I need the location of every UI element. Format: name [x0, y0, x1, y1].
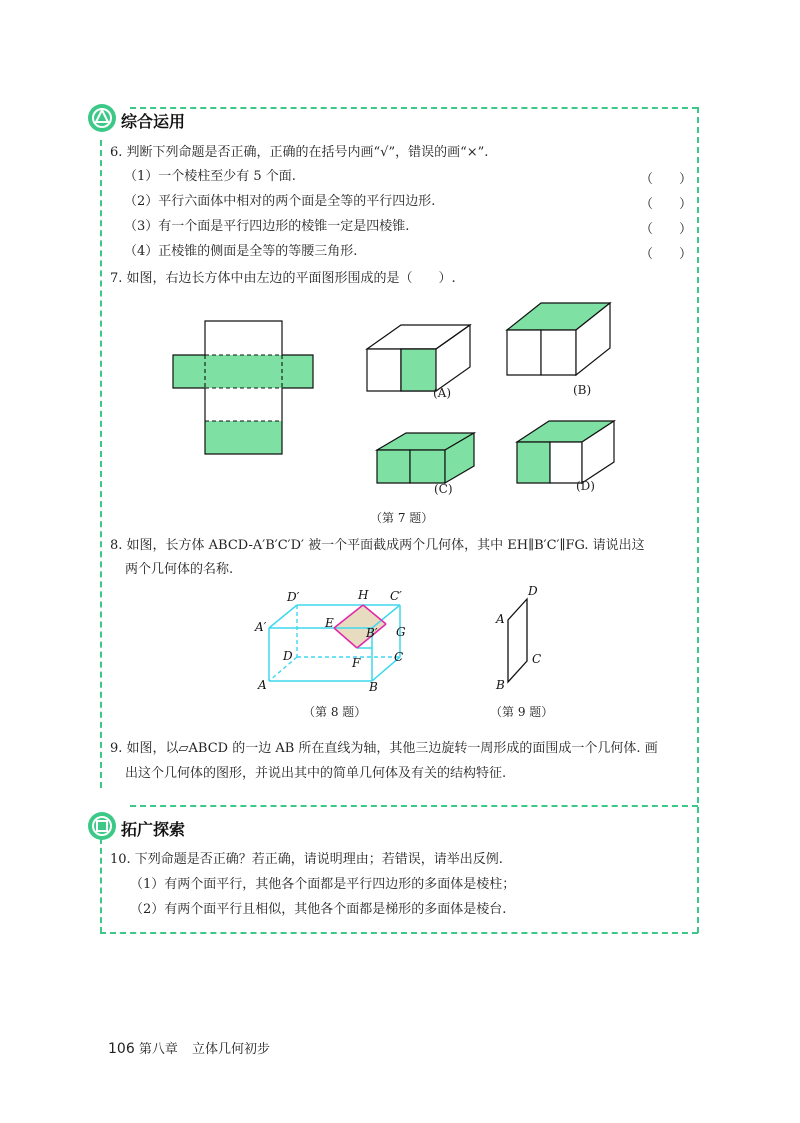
q8-label-a: A — [258, 678, 267, 692]
page-footer — [108, 1038, 270, 1057]
frame-left-border-lower — [100, 838, 102, 933]
page-number: 106 — [108, 1041, 135, 1057]
q6-answer-blank-2: （ ） — [640, 197, 693, 212]
section-explore-icon — [87, 811, 117, 841]
q8-stem-line2: 两个几何体的名称. — [125, 562, 234, 577]
section-separator — [130, 805, 698, 807]
q7-caption: （第 7 题） — [370, 511, 434, 525]
q8-label-f: F — [352, 656, 361, 670]
q6-answer-blank-1: （ ） — [640, 172, 693, 187]
q8-label-d: D — [283, 649, 293, 663]
q9-stem-line1: 9. 如图，以▱ABCD 的一边 AB 所在直线为轴，其他三边旋转一周形成的面围成一个几何体. 画 — [110, 741, 658, 756]
q8-label-e: E — [325, 616, 334, 630]
q6-stem: 6. 判断下列命题是否正确，正确的在括号内画“√”，错误的画“×”. — [110, 145, 489, 160]
frame-left-border — [100, 140, 102, 788]
q8-label-a-prime: A′ — [255, 620, 267, 634]
q7-option-b-box — [504, 300, 614, 378]
q9-label-b: B — [496, 678, 505, 692]
q7-net-figure — [170, 318, 320, 488]
q6-item-2: （2）平行六面体中相对的两个面是全等的平行四边形. — [124, 194, 436, 209]
section-apply-icon — [87, 103, 117, 133]
q9-parallelogram-figure — [488, 583, 548, 693]
q8-stem-line1: 8. 如图，长方体 ABCD-A′B′C′D′ 被一个平面截成两个几何体，其中 EH∥B′C′∥FG. 请说出这 — [110, 538, 645, 553]
q10-item-1: （1）有两个面平行，其他各个面都是平行四边形的多面体是棱柱； — [130, 877, 516, 892]
chapter-number: 第八章 — [138, 1042, 178, 1057]
q9-label-c: C — [532, 652, 542, 666]
q7-stem: 7. 如图，右边长方体中由左边的平面图形围成的是（ ）. — [110, 271, 456, 286]
q7-option-a-label: (A) — [433, 386, 452, 400]
q6-answer-blank-4: （ ） — [640, 247, 693, 262]
q7-option-a-box — [364, 322, 474, 394]
q6-answer-blank-3: （ ） — [640, 222, 693, 237]
q8-label-d-prime: D′ — [287, 590, 300, 604]
q8-label-c: C — [394, 650, 404, 664]
q6-item-4: （4）正棱锥的侧面是全等的等腰三角形. — [124, 244, 358, 259]
q8-caption: （第 8 题） — [303, 705, 367, 719]
q7-option-c-box — [374, 430, 478, 486]
q10-item-2: （2）有两个面平行且相似，其他各个面都是梯形的多面体是棱台. — [130, 902, 507, 917]
frame-right-border — [697, 107, 699, 933]
q8-label-g: G — [396, 625, 406, 639]
q6-item-3: （3）有一个面是平行四边形的棱锥一定是四棱锥. — [124, 219, 410, 234]
q6-item-1: （1）一个棱柱至少有 5 个面. — [124, 169, 296, 184]
q8-label-b: B — [369, 680, 378, 694]
q8-cuboid-figure — [250, 585, 420, 695]
q8-label-c-prime: C′ — [390, 589, 402, 603]
q9-caption: （第 9 题） — [490, 705, 554, 719]
q7-option-b-label: (B) — [573, 383, 592, 397]
q9-stem-line2: 出这个几何体的图形，并说出其中的简单几何体及有关的结构特征. — [125, 766, 507, 781]
q7-option-d-box — [514, 418, 618, 486]
q8-label-b-prime: B′ — [366, 626, 378, 640]
frame-top-border — [130, 107, 698, 109]
q9-label-d: D — [528, 584, 538, 598]
frame-bottom-border — [100, 932, 698, 934]
section-title-apply: 综合运用 — [121, 112, 186, 131]
q7-option-d-label: (D) — [576, 479, 595, 493]
q7-option-c-label: (C) — [434, 482, 453, 496]
q8-label-h: H — [358, 588, 369, 602]
q10-stem: 10. 下列命题是否正确？若正确，请说明理由；若错误，请举出反例. — [110, 852, 503, 867]
q9-label-a: A — [496, 612, 505, 626]
section-title-explore: 拓广探索 — [121, 820, 186, 839]
chapter-title: 立体几何初步 — [192, 1042, 271, 1057]
